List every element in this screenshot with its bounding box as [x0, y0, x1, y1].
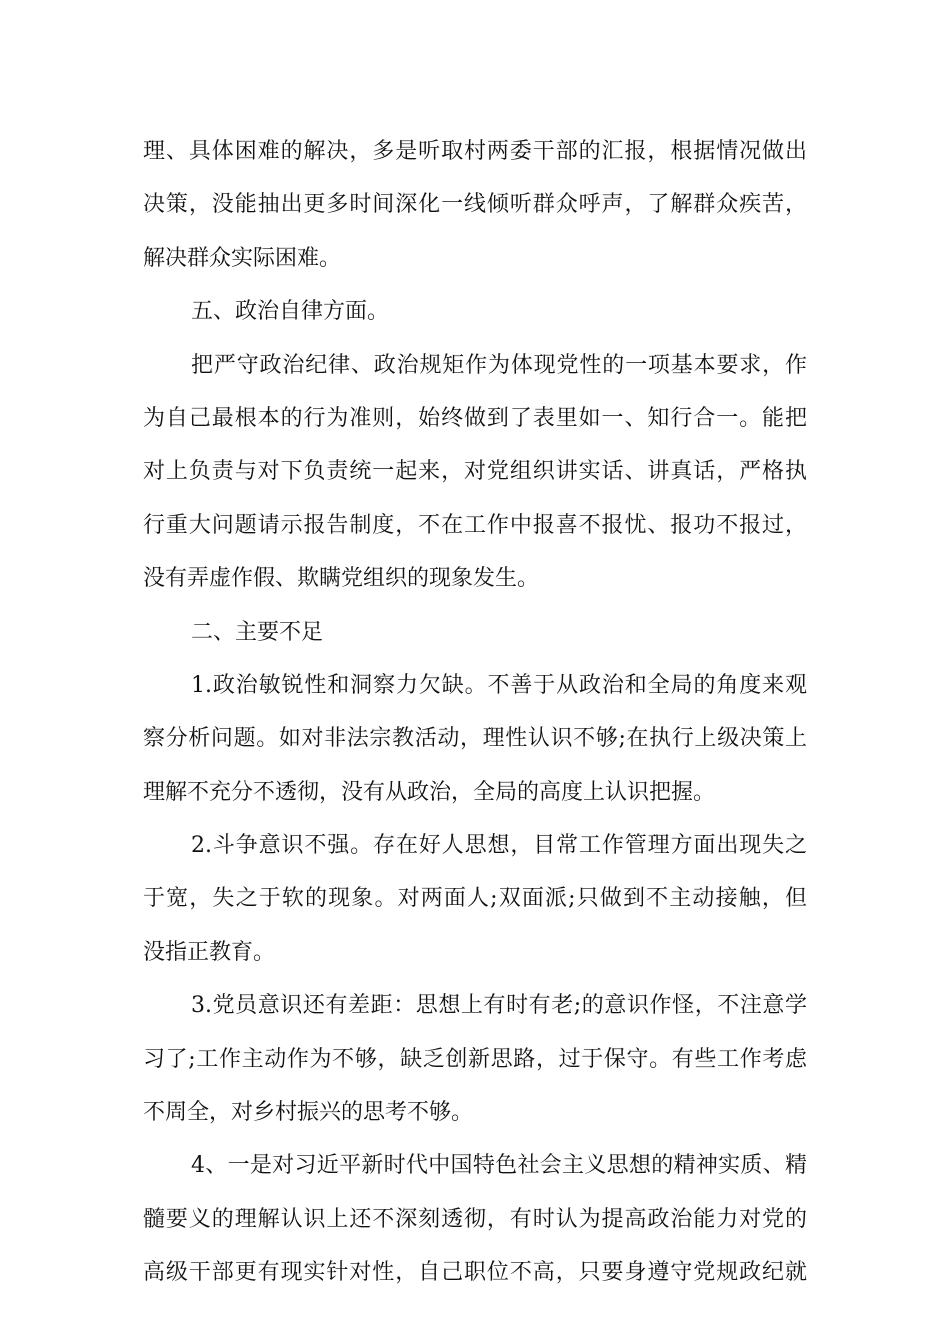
paragraph-line: 2.斗争意识不强。存在好人思想，目常工作管理方面出现失之: [191, 833, 807, 859]
paragraph-line: 没指正教育。: [143, 939, 276, 965]
paragraph-line: 理、具体困难的解决，多是听取村两委干部的汇报，根据情况做出: [143, 139, 807, 164]
paragraph-line: 髓要义的理解认识上还不深刻透彻，有时认为提高政治能力对党的: [143, 1206, 807, 1232]
paragraph-line: 4、一是对习近平新时代中国特色社会主义思想的精神实质、精: [191, 1153, 807, 1179]
paragraph-line: 把严守政治纪律、政治规矩作为体现党性的一项基本要求，作: [191, 352, 807, 378]
paragraph-line: 习了;工作主动作为不够，缺乏创新思路，过于保守。有些工作考虑: [143, 1046, 807, 1072]
paragraph-line: 于宽，失之于软的现象。对两面人;双面派;只做到不主动接触，但: [143, 886, 807, 912]
paragraph-line: 为自己最根本的行为准则，始终做到了表里如一、知行合一。能把: [143, 405, 807, 431]
paragraph-line: 行重大问题请示报告制度，不在工作中报喜不报忧、报功不报过，: [143, 512, 807, 538]
paragraph-line: 3.党员意识还有差距：思想上有时有老;的意识作怪，不注意学: [191, 993, 807, 1019]
paragraph-line: 察分析问题。如对非法宗教活动，理性认识不够;在执行上级决策上: [143, 726, 807, 752]
section-heading: 二、主要不足: [191, 619, 324, 645]
paragraph-line: 1.政治敏锐性和洞察力欠缺。不善于从政治和全局的角度来观: [191, 672, 807, 698]
document-body: [143, 135, 807, 1310]
paragraph-line: 不周全，对乡村振兴的思考不够。: [143, 1100, 474, 1126]
paragraph-line: 高级干部更有现实针对性，自己职位不高，只要身遵守党规政纪就: [143, 1260, 807, 1286]
paragraph-line: 对上负责与对下负责统一起来，对党组织讲实话、讲真话，严格执: [143, 459, 807, 485]
paragraph-line: 没有弄虚作假、欺瞒党组织的现象发生。: [143, 566, 540, 592]
paragraph-line: 解决群众实际困难。: [143, 245, 342, 271]
section-heading: 五、政治自律方面。: [191, 299, 390, 325]
paragraph-line: 决策，没能抽出更多时间深化一线倾听群众呼声，了解群众疾苦，: [143, 192, 807, 218]
paragraph-line: 理解不充分不透彻，没有从政治，全局的高度上认识把握。: [143, 779, 716, 805]
